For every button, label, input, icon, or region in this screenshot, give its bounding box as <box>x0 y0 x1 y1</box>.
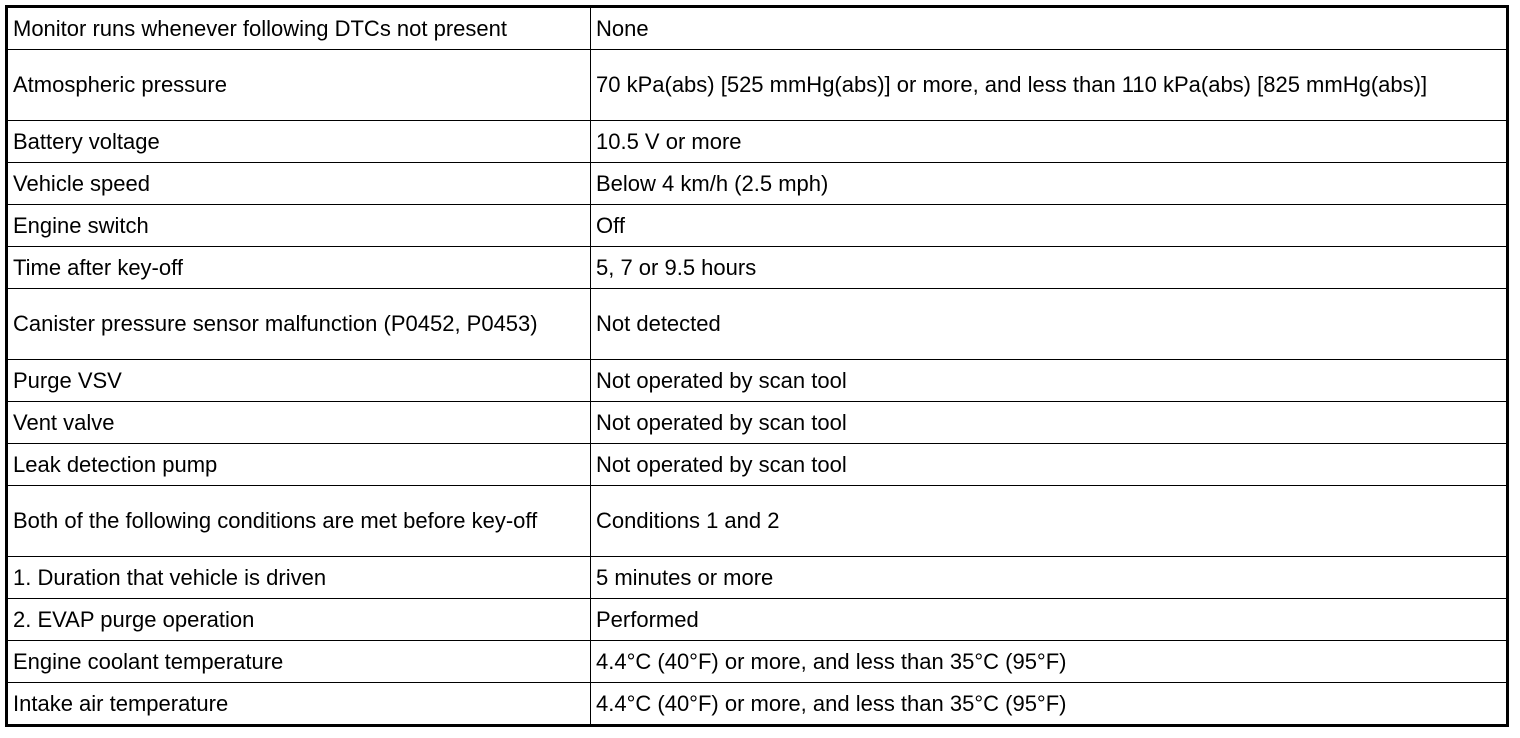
table-row <box>7 50 1508 121</box>
condition-spec-cell: 10.5 V or more <box>591 121 1508 163</box>
condition-item-cell: Engine coolant temperature <box>7 641 591 683</box>
condition-spec-cell: 70 kPa(abs) [525 mmHg(abs)] or more, and less than 110 kPa(abs) [825 mmHg(abs)] <box>591 50 1508 121</box>
condition-spec-cell: Below 4 km/h (2.5 mph) <box>591 163 1508 205</box>
table-row <box>7 683 1508 726</box>
condition-item-cell: Battery voltage <box>7 121 591 163</box>
table-row <box>7 402 1508 444</box>
condition-item-cell: Vehicle speed <box>7 163 591 205</box>
condition-item-cell: Both of the following conditions are met before key-off <box>7 486 591 557</box>
condition-spec-cell: 5, 7 or 9.5 hours <box>591 247 1508 289</box>
table-row <box>7 7 1508 50</box>
condition-spec-cell: Not detected <box>591 289 1508 360</box>
condition-spec-cell: Off <box>591 205 1508 247</box>
condition-spec-cell: None <box>591 7 1508 50</box>
table-row <box>7 247 1508 289</box>
condition-spec-cell: Performed <box>591 599 1508 641</box>
condition-spec-cell: 4.4°C (40°F) or more, and less than 35°C (95°F) <box>591 683 1508 726</box>
table-row <box>7 557 1508 599</box>
condition-item-cell: 2. EVAP purge operation <box>7 599 591 641</box>
condition-spec-cell: Not operated by scan tool <box>591 402 1508 444</box>
table-row <box>7 163 1508 205</box>
table-row <box>7 641 1508 683</box>
table-row <box>7 360 1508 402</box>
condition-item-cell: Leak detection pump <box>7 444 591 486</box>
condition-spec-cell: Not operated by scan tool <box>591 444 1508 486</box>
condition-item-cell: Vent valve <box>7 402 591 444</box>
monitor-conditions-table <box>5 5 1509 727</box>
condition-spec-cell: Conditions 1 and 2 <box>591 486 1508 557</box>
table-row <box>7 289 1508 360</box>
table-row <box>7 205 1508 247</box>
condition-spec-cell: Not operated by scan tool <box>591 360 1508 402</box>
table-row <box>7 444 1508 486</box>
conditions-table-container <box>5 5 1506 727</box>
condition-item-cell: Monitor runs whenever following DTCs not present <box>7 7 591 50</box>
table-row <box>7 599 1508 641</box>
condition-spec-cell: 4.4°C (40°F) or more, and less than 35°C (95°F) <box>591 641 1508 683</box>
table-row <box>7 121 1508 163</box>
condition-item-cell: Engine switch <box>7 205 591 247</box>
condition-item-cell: 1. Duration that vehicle is driven <box>7 557 591 599</box>
condition-item-cell: Time after key-off <box>7 247 591 289</box>
condition-item-cell: Atmospheric pressure <box>7 50 591 121</box>
condition-spec-cell: 5 minutes or more <box>591 557 1508 599</box>
condition-item-cell: Intake air temperature <box>7 683 591 726</box>
condition-item-cell: Purge VSV <box>7 360 591 402</box>
condition-item-cell: Canister pressure sensor malfunction (P0452, P0453) <box>7 289 591 360</box>
table-row <box>7 486 1508 557</box>
